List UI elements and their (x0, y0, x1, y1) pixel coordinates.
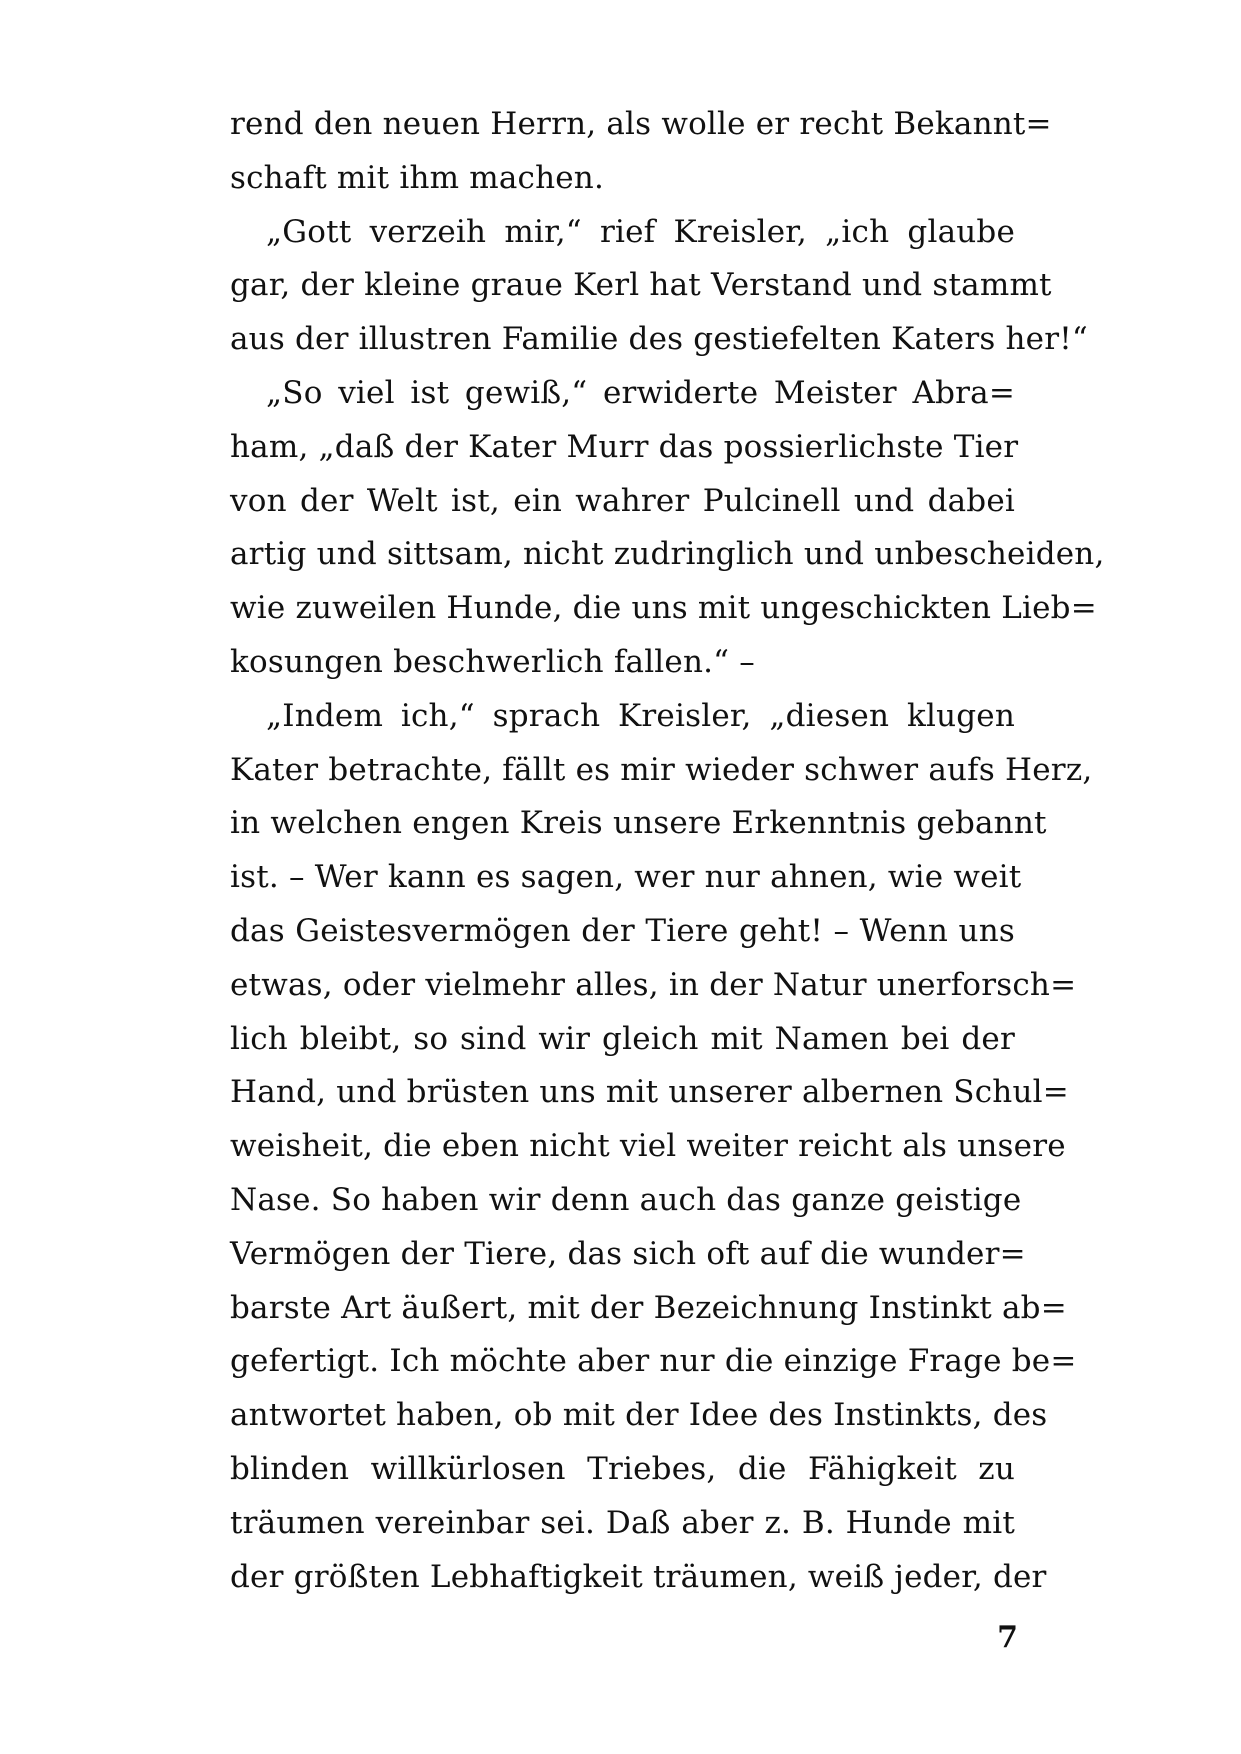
text-line: antwortet haben, ob mit der Idee des Instinkts, des (230, 1397, 1048, 1434)
text-line: träumen vereinbar sei. Daß aber z. B. Hunde mit (230, 1504, 1015, 1541)
text-line: der größten Lebhaftigkeit träumen, weiß jeder, der (230, 1558, 1047, 1595)
text-line: in welchen engen Kreis unsere Erkenntnis gebannt (230, 805, 1047, 842)
text-line: weisheit, die eben nicht viel weiter reicht als unsere (230, 1128, 1066, 1165)
text-line: „Indem ich,“ sprach Kreisler, „diesen klugen (266, 697, 1015, 734)
text-line: das Geistesvermögen der Tiere geht! – Wenn uns (230, 912, 1015, 949)
text-line: Hand, und brüsten uns mit unserer albernen Schul= (230, 1074, 1069, 1111)
text-line: blinden willkürlosen Triebes, die Fähigkeit zu (230, 1450, 1015, 1487)
text-line: von der Welt ist, ein wahrer Pulcinell und dabei (230, 482, 1015, 519)
text-line: Nase. So haben wir denn auch das ganze geistige (230, 1181, 1022, 1218)
text-line: barste Art äußert, mit der Bezeichnung Instinkt ab= (230, 1289, 1067, 1326)
page-number: 7 (997, 1620, 1018, 1655)
text-line: ham, „daß der Kater Murr das possierlichste Tier (230, 428, 1019, 465)
text-line: aus der illustren Familie des gestiefelten Katers her!“ (230, 321, 1088, 358)
text-line: ist. – Wer kann es sagen, wer nur ahnen, wie weit (230, 859, 1022, 896)
text-line: gar, der kleine graue Kerl hat Verstand und stammt (230, 267, 1052, 304)
text-line: Kater betrachte, fällt es mir wieder schwer aufs Herz, (230, 751, 1093, 788)
text-line: kosungen beschwerlich fallen.“ – (230, 643, 755, 680)
body-text (230, 98, 1105, 1604)
text-line: schaft mit ihm machen. (230, 159, 605, 196)
text-line: lich bleibt, so sind wir gleich mit Namen bei der (230, 1020, 1015, 1057)
text-line: „So viel ist gewiß,“ erwiderte Meister Abra= (266, 374, 1015, 411)
text-line: Vermögen der Tiere, das sich oft auf die wunder= (230, 1235, 1026, 1272)
text-line: rend den neuen Herrn, als wolle er recht Bekannt= (230, 106, 1052, 142)
text-line: wie zuweilen Hunde, die uns mit ungeschickten Lieb= (230, 590, 1097, 627)
text-line: gefertigt. Ich möchte aber nur die einzige Frage be= (230, 1343, 1077, 1380)
text-line: „Gott verzeih mir,“ rief Kreisler, „ich glaube (266, 213, 1015, 250)
text-line: etwas, oder vielmehr alles, in der Natur unerforsch= (230, 966, 1077, 1003)
text-line: artig und sittsam, nicht zudringlich und unbescheiden, (230, 536, 1105, 573)
